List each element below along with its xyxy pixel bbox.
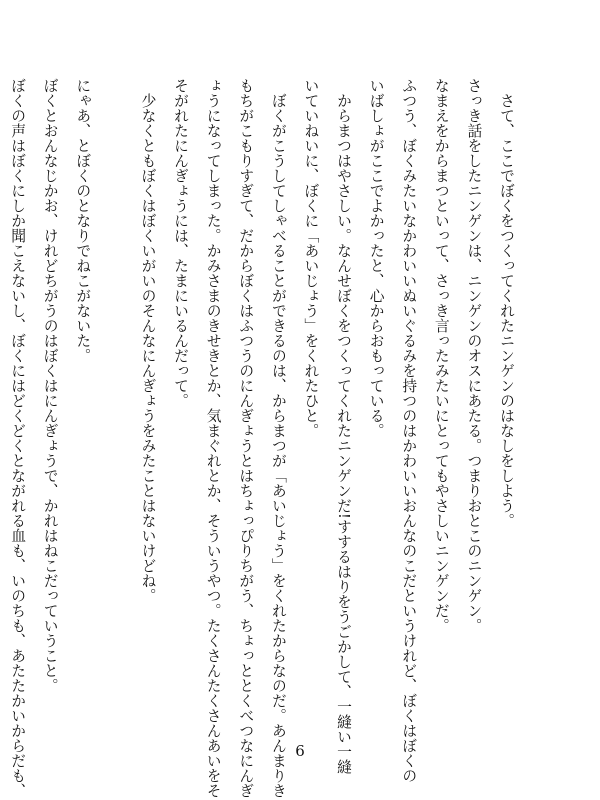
text-line: ぼくとおんなじかお、けれどちがうのはぼくはにんぎょうで、かれはねこだっていうこと。 [41, 78, 59, 693]
text-line: ぼくの声はぼくにしか聞こえないし、ぼくにはどくどくとながれる血も、いのちも、あたたかいからだも、 [9, 78, 27, 798]
text-line: 少なくともぼくはぼくいがいのそんなにんぎょうをみたことはないけどね。 [139, 93, 157, 603]
blank-line [98, 78, 131, 718]
body-text [1, 78, 523, 798]
text-line: からまつはやさしい。なんせぼくをつくってくれたニンゲンだ!すするはりをうごかして、一縫い一縫 [335, 93, 353, 775]
text-line: いばしょがここでよかったと、心からおもっている。 [367, 78, 385, 438]
text-line: にゃあ、とぼくのとなりでねこがないた。 [74, 78, 92, 363]
page-number: 6 [295, 742, 305, 760]
text-line: そがれたにんぎょうには、たまにいるんだって。 [172, 78, 190, 408]
text-line: ぼくがこうしてしゃべることができるのは、からまつが「あいじょう」をくれたからなのだ。あんまりき [269, 93, 287, 798]
text-line: なまえをからまつといって、さっき言ったみたいにとってもやさしいニンゲンだ。 [432, 78, 450, 633]
text-line: ふつう、ぼくみたいなかわいいぬいぐるみを持つのはかわいいおんなのこだというけれど、ぼくはぼくの [400, 78, 418, 783]
text-line: さて、ここでぼくをつくってくれたニンゲンのはなしをしよう。 [498, 93, 515, 528]
text-line: もちがこもりすぎて、だからぼくはふつうのにんぎょうとはちょっぴりちがう、ちょっととくべつなにんぎ [237, 78, 255, 798]
text-line: さっき話をしたニンゲンは、ニンゲンのオスにあたる。つまりおとこのニンゲン。 [465, 78, 483, 633]
text-line: ょうになってしまった。かみさまのきせきとか、気まぐれとか、そういうやつ。たくさんたくさんあいをそ [204, 78, 222, 798]
text-line: いていねいに、ぼくに「あいじょう」をくれたひと。 [302, 78, 320, 438]
